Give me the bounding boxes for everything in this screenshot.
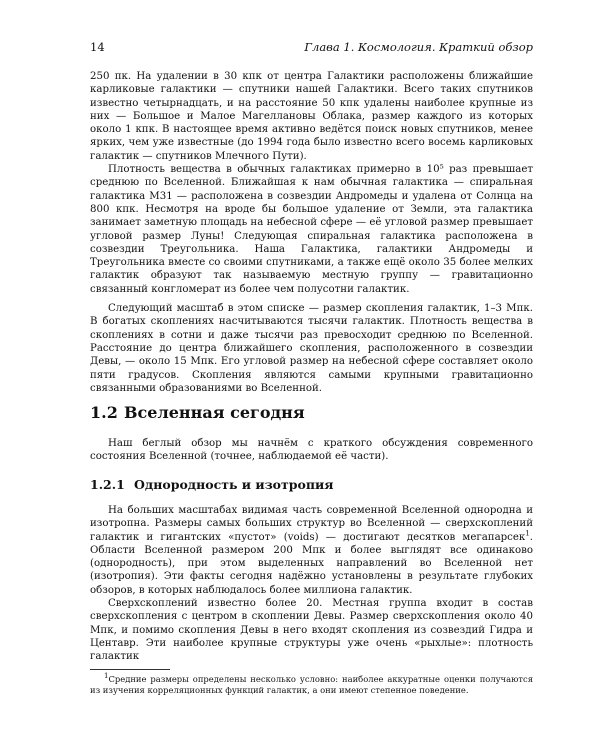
footnote-text: Средние размеры определены несколько условно: наиболее аккуратные оценки получаются из изучения корреляционных функций галактик, а они имеют степенное поведение. <box>90 674 533 695</box>
page-header <box>90 40 533 56</box>
paragraph: Следующий масштаб в этом списке — размер скопления галактик, 1–3 Мпк. В богатых скоплениях насчитываются тысячи галактик. Плотность вещества в скоплениях в сотни и даже тысячи раз превосходит среднюю по Вселенной. Расстояние до центра ближайшего скопления, расположенного в созвездии Девы, — около 15 Мпк. Его угловой размер на небесной сфере составляет около пяти градусов. Скопления являются самыми крупными гравитационно связанными образованиями во Вселенной. <box>90 303 533 394</box>
section-intro-block <box>90 437 533 464</box>
section-heading <box>90 403 533 422</box>
section-intro: Наш беглый обзор мы начнём с краткого обсуждения современного состояния Вселенной (точнее, наблюдаемой её части). <box>90 438 533 463</box>
body-text-bottom <box>90 504 533 664</box>
paragraph: 250 пк. На удалении в 30 кпк от центра Галактики расположены ближайшие карликовые галактики — спутники нашей Галактики. Всего таких спутников известно четырнадцать, и на расстояние 50 кпк удалены наиболее крупные из них — Большое и Малое Магеллановы Облака, размер каждого из которых около 1 кпк. В настоящее время активно ведётся поиск новых спутников, менее ярких, чем уже известные (до 1994 года было известно всего восемь карликовых галактик — спутников Млечного Пути). <box>90 71 533 162</box>
footnote-mark: 1 <box>104 672 109 681</box>
paragraph-text: . Области Вселенной размером 200 Мпк и более выглядят все одинаково (однородность), при этом выделенных направлений во Вселенной нет (изотропия). Эти факты сегодня надёжно установлены в результате глубоких обзоров, в которых наблюдалось более миллиона галактик. <box>90 531 533 596</box>
body-text-top <box>90 70 533 395</box>
footnote-rule <box>90 669 170 670</box>
section-number: 1.2 <box>90 403 118 422</box>
section-title: Вселенная сегодня <box>124 403 305 422</box>
subsection-title: Однородность и изотропия <box>134 477 334 492</box>
subsection-number: 1.2.1 <box>90 477 125 492</box>
paragraph-text: На больших масштабах видимая часть современной Вселенной однородна и изотропна. Размеры самых больших структур во Вселенной — сверхскоплений галактик и гигантских «пустот» (voids) — достигают десятков мегапарсек <box>90 505 533 543</box>
paragraph <box>90 504 533 597</box>
footnote-reference: 1 <box>525 529 530 538</box>
paragraph: Плотность вещества в обычных галактиках примерно в 10⁵ раз превышает среднюю по Вселенной. Ближайшая к нам обычная галактика — спиральная галактика М31 — расположена в созвездии Андромеды и удалена от Солнца на 800 кпк. Несмотря на вроде бы большое удаление от Земли, эта галактика занимает заметную площадь на небесной сфере — её угловой размер превышает угловой размер Луны! Следующая спиральная галактика расположена в созвездии Треугольника. Наша Галактика, галактики Андромеды и Треугольника вместе со своими спутниками, а также ещё около 35 более мелких галактик образуют так называемую местную группу — гравитационно связанный конгломерат из более чем полусотни галактик. <box>90 164 533 295</box>
paragraph: Сверхскоплений известно более 20. Местная группа входит в состав сверхскопления с центром в скоплении Девы. Размер сверхскопления около 40 Мпк, и помимо скопления Девы в него входят скопления из созвездий Гидра и Центавр. Эти наиболее крупные структуры уже очень «рыхлые»: плотность галактик <box>90 598 533 663</box>
footnote <box>90 674 533 696</box>
running-head: Глава 1. Космология. Краткий обзор <box>304 40 533 54</box>
page-number: 14 <box>90 40 105 54</box>
subsection-heading <box>90 477 533 492</box>
